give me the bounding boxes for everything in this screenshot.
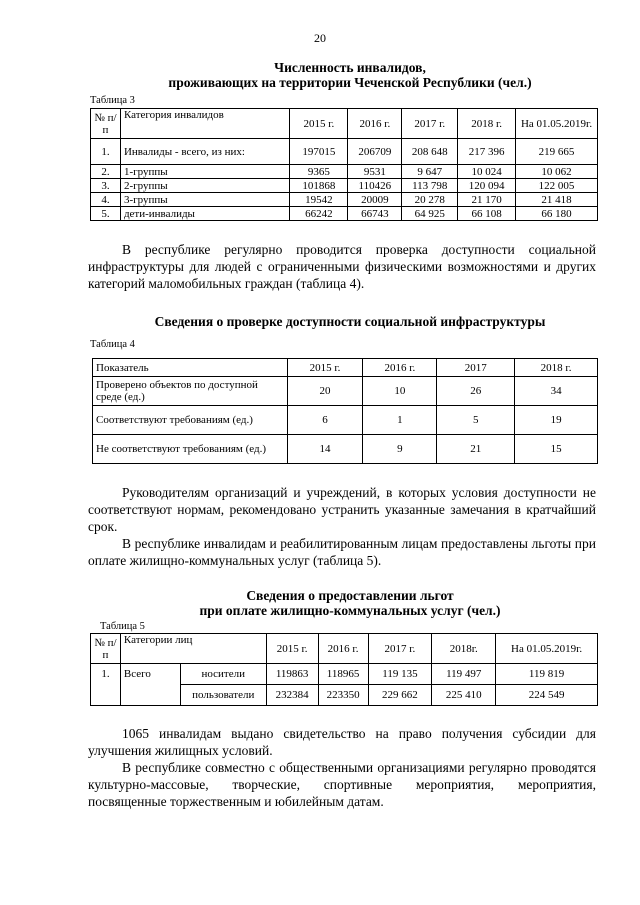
table-row [91, 193, 598, 207]
table-row [93, 435, 598, 464]
table-cell: 1 [363, 406, 437, 435]
table-cell: 9 [363, 435, 437, 464]
table-cell: 101868 [290, 179, 348, 193]
table-cell: 20 278 [402, 193, 458, 207]
table-cell: 66743 [348, 207, 402, 221]
table-row [91, 664, 598, 685]
table-cell: 119 497 [432, 664, 496, 685]
table-cell: Инвалиды - всего, из них: [120, 139, 290, 165]
table-cell: 223350 [318, 685, 368, 706]
table-cell: 21 418 [516, 193, 598, 207]
table5-header-cell: Категории лиц [120, 634, 266, 664]
table-cell: 34 [515, 377, 598, 406]
table3 [90, 108, 598, 221]
table-cell: 1. [91, 664, 121, 706]
table-cell: 224 549 [496, 685, 598, 706]
table-cell: 9531 [348, 165, 402, 179]
table-cell: 1-группы [120, 165, 290, 179]
table-cell: 206709 [348, 139, 402, 165]
table4-header-cell: 2015 г. [287, 359, 363, 377]
table-cell: 21 [437, 435, 515, 464]
table4-caption: Таблица 4 [90, 339, 135, 350]
table3-header-cell: На 01.05.2019г. [516, 109, 598, 139]
table-cell: 119863 [266, 664, 318, 685]
table5-title [60, 588, 640, 618]
table-cell: 10 062 [516, 165, 598, 179]
table-cell: 66242 [290, 207, 348, 221]
table5-header-row [91, 634, 598, 664]
table-cell: Всего [120, 664, 180, 706]
table-cell: 10 [363, 377, 437, 406]
table-cell: 2. [91, 165, 121, 179]
table-cell: 19542 [290, 193, 348, 207]
table-cell: 113 798 [402, 179, 458, 193]
table-cell: пользователи [180, 685, 266, 706]
table-cell: 1. [91, 139, 121, 165]
table5-header-cell: № п/п [91, 634, 121, 664]
table-cell: 66 108 [458, 207, 516, 221]
table4-header-row [93, 359, 598, 377]
table-cell: 9365 [290, 165, 348, 179]
table-cell: 197015 [290, 139, 348, 165]
table-cell: 2-группы [120, 179, 290, 193]
paragraph-subsidy [88, 725, 596, 810]
table-cell: носители [180, 664, 266, 685]
table5-title-line1: Сведения о предоставлении льгот [246, 588, 454, 603]
table-cell: 64 925 [402, 207, 458, 221]
table-row [93, 406, 598, 435]
table4 [92, 358, 598, 464]
table-cell: 225 410 [432, 685, 496, 706]
table-cell: 119 135 [368, 664, 432, 685]
table-cell: 122 005 [516, 179, 598, 193]
table-row [91, 139, 598, 165]
table3-header-cell: 2017 г. [402, 109, 458, 139]
table-cell: 21 170 [458, 193, 516, 207]
table5-caption: Таблица 5 [100, 621, 145, 632]
paragraph-text: В республике инвалидам и реабилитированным лицам предоставлены льготы при оплате жилищно-коммунальных услуг (таблица 5). [88, 536, 596, 568]
table3-header-cell: № п/п [91, 109, 121, 139]
table-cell: 5. [91, 207, 121, 221]
table-cell: 3. [91, 179, 121, 193]
table3-title-line1: Численность инвалидов, [274, 60, 426, 75]
table5-title-line2: при оплате жилищно-коммунальных услуг (чел.) [199, 603, 501, 618]
table5-header-cell: 2016 г. [318, 634, 368, 664]
table-row [91, 165, 598, 179]
table3-header-cell: 2018 г. [458, 109, 516, 139]
table3-header-cell: 2016 г. [348, 109, 402, 139]
table3-title [60, 60, 640, 90]
page-number: 20 [314, 31, 326, 45]
table-cell: 14 [287, 435, 363, 464]
table4-header-cell: 2017 [437, 359, 515, 377]
table-cell: 20009 [348, 193, 402, 207]
table5 [90, 633, 598, 706]
table5-header-cell: 2017 г. [368, 634, 432, 664]
table-cell: 118965 [318, 664, 368, 685]
table4-header-cell: 2018 г. [515, 359, 598, 377]
table3-header-cell: Категория инвалидов [120, 109, 290, 139]
paragraph-recommendation [88, 484, 596, 569]
table5-header-cell: На 01.05.2019г. [496, 634, 598, 664]
table-cell: 4. [91, 193, 121, 207]
table-cell: 3-группы [120, 193, 290, 207]
table4-title: Сведения о проверке доступности социальной инфраструктуры [154, 314, 546, 329]
paragraph-text: Руководителям организаций и учреждений, в которых условия доступности не соответствуют нормам, рекомендовано устранить указанные замечания в кратчайший срок. [88, 485, 596, 534]
table-cell: 19 [515, 406, 598, 435]
table-cell: дети-инвалиды [120, 207, 290, 221]
table-cell: 66 180 [516, 207, 598, 221]
table-cell: Проверено объектов по доступной среде (ед.) [93, 377, 288, 406]
table-cell: 208 648 [402, 139, 458, 165]
table-cell: 229 662 [368, 685, 432, 706]
table-cell: 232384 [266, 685, 318, 706]
table-cell: 10 024 [458, 165, 516, 179]
table3-title-line2: проживающих на территории Чеченской Республики (чел.) [168, 75, 532, 90]
table4-header-cell: Показатель [93, 359, 288, 377]
table-cell: 5 [437, 406, 515, 435]
table-cell: 6 [287, 406, 363, 435]
paragraph-text: В республике регулярно проводится проверка доступности социальной инфраструктуры для людей с ограниченными физическими возможностями и других категорий маломобильных граждан (таблица 4). [88, 242, 596, 291]
paragraph-text: 1065 инвалидам выдано свидетельство на право получения субсидии для улучшения жилищных условий. [88, 726, 596, 758]
table-cell: 20 [287, 377, 363, 406]
table-cell: 15 [515, 435, 598, 464]
table5-header-cell: 2018г. [432, 634, 496, 664]
table3-header-cell: 2015 г. [290, 109, 348, 139]
table-cell: 219 665 [516, 139, 598, 165]
table-cell: Не соответствуют требованиям (ед.) [93, 435, 288, 464]
table-cell: 26 [437, 377, 515, 406]
table-cell: 217 396 [458, 139, 516, 165]
paragraph-accessibility-check [88, 241, 596, 292]
paragraph-text: В республике совместно с общественными организациями регулярно проводятся культурно-массовые, творческие, спортивные мероприятия, мероприятия, посвященные торжественным и юбилейным датам. [88, 760, 596, 809]
table-cell: 120 094 [458, 179, 516, 193]
table3-caption: Таблица 3 [90, 95, 135, 106]
table-cell: 110426 [348, 179, 402, 193]
table-row [93, 377, 598, 406]
table-cell: Соответствуют требованиям (ед.) [93, 406, 288, 435]
table-row [91, 207, 598, 221]
table-cell: 9 647 [402, 165, 458, 179]
table4-header-cell: 2016 г. [363, 359, 437, 377]
table3-header-row [91, 109, 598, 139]
table-cell: 119 819 [496, 664, 598, 685]
table5-header-cell: 2015 г. [266, 634, 318, 664]
table-row [91, 179, 598, 193]
